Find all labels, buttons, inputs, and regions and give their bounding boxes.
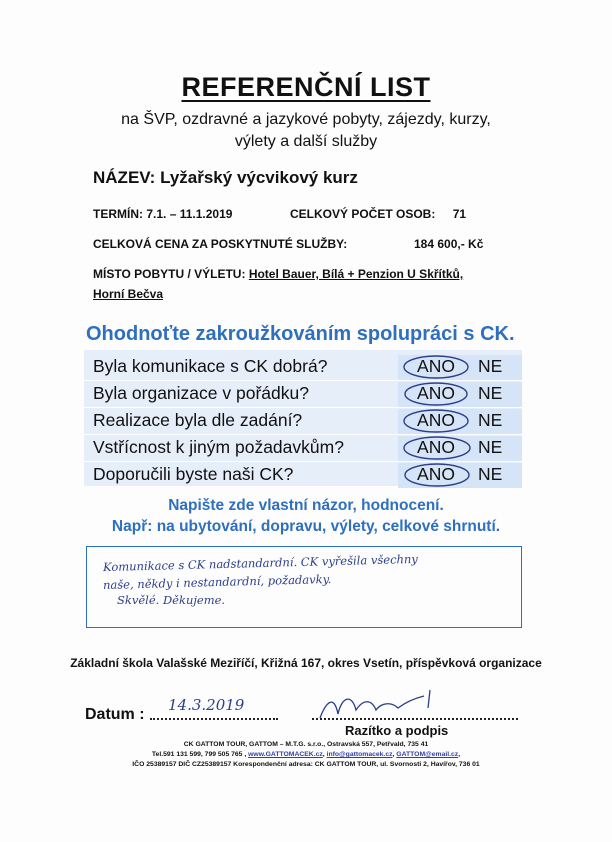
question-2: Byla organizace v pořádku? — [93, 383, 309, 403]
no-option-1[interactable]: NE — [478, 356, 503, 376]
footer-line-3: IČO 25389157 DIČ CZ25389157 Korespondenční adresa: CK GATTOM TOUR, ul. Svornosti 2, Havířov, 736 01 — [132, 761, 480, 768]
footer-line-1: CK GATTOM TOUR, GATTOM – M.T.G. s.r.o., Ostravská 557, Petřvald, 735 41 — [183, 741, 429, 748]
circle-mark — [405, 464, 469, 486]
subtitle-line-1: na ŠVP, ozdravné a jazykové pobyty, zájezdy, kurzy, — [121, 111, 491, 128]
cena-label: CELKOVÁ CENA ZA POSKYTNUTÉ SLUŽBY: — [93, 237, 348, 251]
yes-option-3[interactable]: ANO — [417, 410, 455, 430]
footer-comma: , — [392, 751, 395, 758]
yes-option-5[interactable]: ANO — [417, 464, 455, 484]
opinion-line-3: Skvělé. Děkujeme. — [117, 593, 226, 607]
yes-option-2[interactable]: ANO — [417, 383, 455, 403]
termin-label: TERMÍN: — [93, 207, 143, 221]
opinion-box[interactable] — [86, 546, 522, 628]
datum-line — [150, 718, 278, 720]
opinion-prompt-1: Napište zde vlastní názor, hodnocení. — [168, 497, 444, 514]
document-title: REFERENČNÍ LIST — [181, 72, 431, 102]
pocet-osob-value: 71 — [452, 207, 467, 221]
yes-option-4[interactable]: ANO — [417, 437, 455, 457]
signature-stroke — [320, 690, 430, 718]
subtitle-line-2: výlety a další služby — [234, 133, 378, 150]
question-1: Byla komunikace s CK dobrá? — [93, 356, 328, 376]
cena-value: 184 600,- Kč — [414, 237, 484, 251]
misto-row — [93, 267, 463, 281]
misto-value-2: Horní Bečva — [93, 287, 164, 301]
no-option-4[interactable]: NE — [478, 437, 503, 457]
razitko-label: Razítko a podpis — [345, 723, 449, 738]
footer-web-link[interactable]: www.GATTOMACEK.cz — [248, 751, 323, 758]
no-option-5[interactable]: NE — [478, 464, 503, 484]
evaluation-heading: Ohodnoťte zakroužkováním spolupráci s CK. — [86, 323, 515, 345]
misto-label: MÍSTO POBYTU / VÝLETU: — [93, 267, 246, 281]
footer-comma: , — [458, 751, 461, 758]
pocet-osob-row — [290, 207, 466, 221]
signature-mark — [312, 684, 442, 728]
pocet-osob-label: CELKOVÝ POČET OSOB: — [290, 207, 436, 221]
no-option-2[interactable]: NE — [478, 383, 503, 403]
school-name: Základní škola Valašské Meziříčí, Křižná 167, okres Vsetín, příspěvková organizace — [70, 656, 542, 670]
circle-mark — [404, 437, 470, 459]
footer-phone: Tel.591 131 599, 799 505 765 , — [151, 751, 247, 758]
opinion-line-1: Komunikace s CK nadstandardní. CK vyřešila všechny — [102, 551, 419, 575]
question-3: Realizace byla dle zadání? — [93, 410, 303, 430]
footer-comma: , — [322, 751, 325, 758]
no-option-3[interactable]: NE — [478, 410, 503, 430]
question-4: Vstřícnost k jiným požadavkům? — [93, 437, 344, 457]
opinion-line-2: naše, někdy i nestandardní, požadavky. — [102, 572, 332, 592]
opinion-prompt-2: Např: na ubytování, dopravu, výlety, celkové shrnutí. — [111, 518, 501, 535]
nazev-label: NÁZEV: — [93, 168, 156, 187]
circle-mark — [404, 356, 468, 378]
question-5: Doporučili byste naši CK? — [93, 464, 294, 484]
misto-value-1: Hotel Bauer, Bílá + Penzion U Skřítků, — [248, 267, 464, 281]
circle-mark — [404, 410, 468, 432]
handwritten-circles — [396, 350, 476, 490]
footer-email-link-2[interactable]: GATTOM@email.cz — [396, 751, 459, 758]
termin-value: 7.1. – 11.1.2019 — [146, 207, 233, 221]
datum-label: Datum : — [85, 706, 145, 723]
nazev-value: Lyžařský výcvikový kurz — [160, 168, 358, 187]
yes-option-1[interactable]: ANO — [417, 356, 455, 376]
footer-email-link-1[interactable]: info@gattomacek.cz — [326, 751, 393, 758]
footer-line-2 — [0, 751, 612, 758]
datum-value: 14.3.2019 — [168, 696, 245, 714]
nazev-row — [93, 168, 358, 188]
circle-mark — [405, 383, 467, 405]
termin-row — [93, 207, 232, 221]
